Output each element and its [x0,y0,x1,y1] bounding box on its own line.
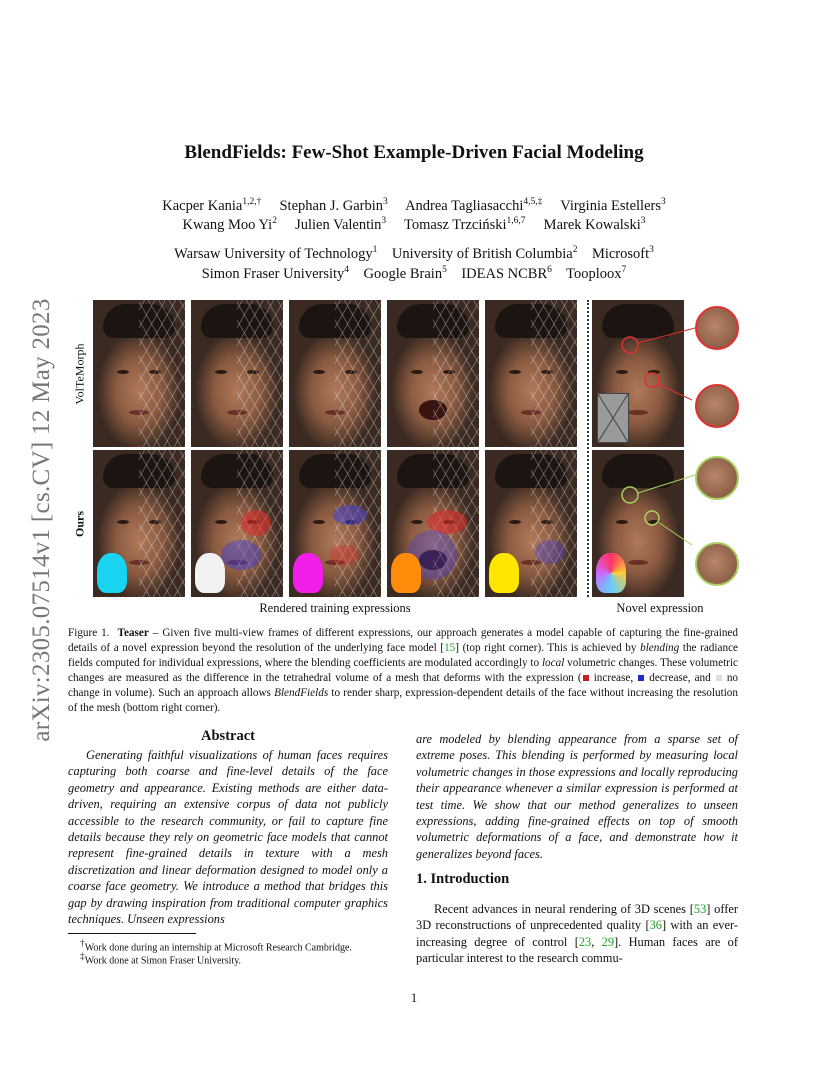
abstract-text-right: are modeled by blending appearance from a sparse set of extreme poses. This blending is performed by measuring local volumetric changes in those expressions and locally reproducing their appearance whenever a similar expression is performed at test time. We show that our method generalizes to unseen expressions, adding fine-grained effects on top of smooth volumetric deformations of a face, and demonstrate how it generalizes beyond faces. [416,732,738,861]
footnote: ‡Work done at Simon Fraser University. [80,952,242,967]
author: Andrea Tagliasacchi$^{4,5,\ddagger}$ [405,197,543,214]
zoom-circle [695,384,739,428]
ours-face-image [191,450,283,597]
voltemorph-face-image [191,300,283,447]
expression-mask [391,553,421,593]
label-novel: Novel expression [616,601,704,615]
footnote-rule [68,933,196,934]
affiliation: Google Brain$^5$ [363,265,447,282]
expression-mask [97,553,127,593]
figure-caption: Figure 1. Teaser – Given five multi-view frames of different expressions, our approach generates a model capable of capturing the fine-grained details of a novel expression beyond the resolution of the underlying face model [15] (top right corner). This is achieved by blending the radiance fields computed for individual expressions, where the blending coefficients are modulated accordingly to local volumetric changes. These volumetric changes are measured as the difference in the tetrahedral volume of a mesh that deforms with the expression ( increase, decrease, and no change in volume). Such an approach allows BlendFields to render sharp, expression-dependent details of the face without increasing the resolution of the mesh (bottom right corner). [68,627,739,714]
expression-mask [195,553,225,593]
ours-face-image [289,450,381,597]
affiliation: Microsoft$^3$ [591,245,654,262]
row-label-voltemorph: VolTeMorph [72,343,87,404]
arxiv-side-label: arXiv:2305.07514v1 [cs.CV] 12 May 2023 [28,298,55,742]
abstract-text-left: Generating faithful visualizations of human faces requires capturing both coarse and fine-level details of the face geometry and appearance. Existing methods are either data-driven, requiring an extensive corpus of data not publicly accessible to the research community, or fail to capture fine details because they rely on geometric face models that cannot represent fine-grained details in texture with a mesh discretization and linear deformation designed to model only a coarse face geometry. We introduce a method that bridges this gap by drawing inspiration from traditional computer graphics techniques. Unseen expressions [68,748,388,927]
swatch-decrease [638,675,644,681]
author: Virginia Estellers$^3$ [560,197,666,214]
voltemorph-face-image [289,300,381,447]
affiliation: Tooploox$^7$ [566,265,627,282]
zoom-circle [695,306,739,350]
affiliation: Simon Fraser University$^4$ [201,265,350,282]
ours-face-image [485,450,577,597]
page-number: 1 [410,990,418,1005]
abstract-heading: Abstract [201,728,255,744]
swatch-increase [583,675,589,681]
zoom-circle [695,456,739,500]
voltemorph-face-image [387,300,479,447]
footnote: †Work done during an internship at Microsoft Research Cambridge. [80,939,352,954]
author: Stephan J. Garbin$^3$ [279,197,388,214]
author: Julien Valentin$^3$ [295,216,387,233]
voltemorph-face-image [485,300,577,447]
affiliation: University of British Columbia$^2$ [391,245,578,262]
affiliation: Warsaw University of Technology$^1$ [174,245,378,262]
expression-mask [489,553,519,593]
section-heading-introduction: 1. Introduction [416,871,510,887]
affiliation: IDEAS NCBR$^6$ [461,265,552,282]
expression-mask [293,553,323,593]
zoom-circle [695,542,739,586]
author: Tomasz Trzciński$^{1,6,7}$ [404,216,526,233]
label-training: Rendered training expressions [259,601,411,615]
row-label-ours: Ours [72,510,87,537]
ours-face-image [93,450,185,597]
swatch-no-change [716,675,722,681]
author: Kwang Moo Yi$^2$ [182,216,277,233]
introduction-text: Recent advances in neural rendering of 3D scenes [53] offer 3D reconstructions of unprecedented quality [36] with an ever-increasing degree of control [23, 29]. Human faces are of particular interest to the research commu- [416,902,738,966]
paper-title: BlendFields: Few-Shot Example-Driven Facial Modeling [184,142,644,163]
voltemorph-face-image [93,300,185,447]
author: Marek Kowalski$^3$ [543,216,646,233]
ours-face-image [387,450,479,597]
figure-separator [587,300,589,597]
author: Kacper Kania$^{1,2,\dagger}$ [162,197,262,214]
